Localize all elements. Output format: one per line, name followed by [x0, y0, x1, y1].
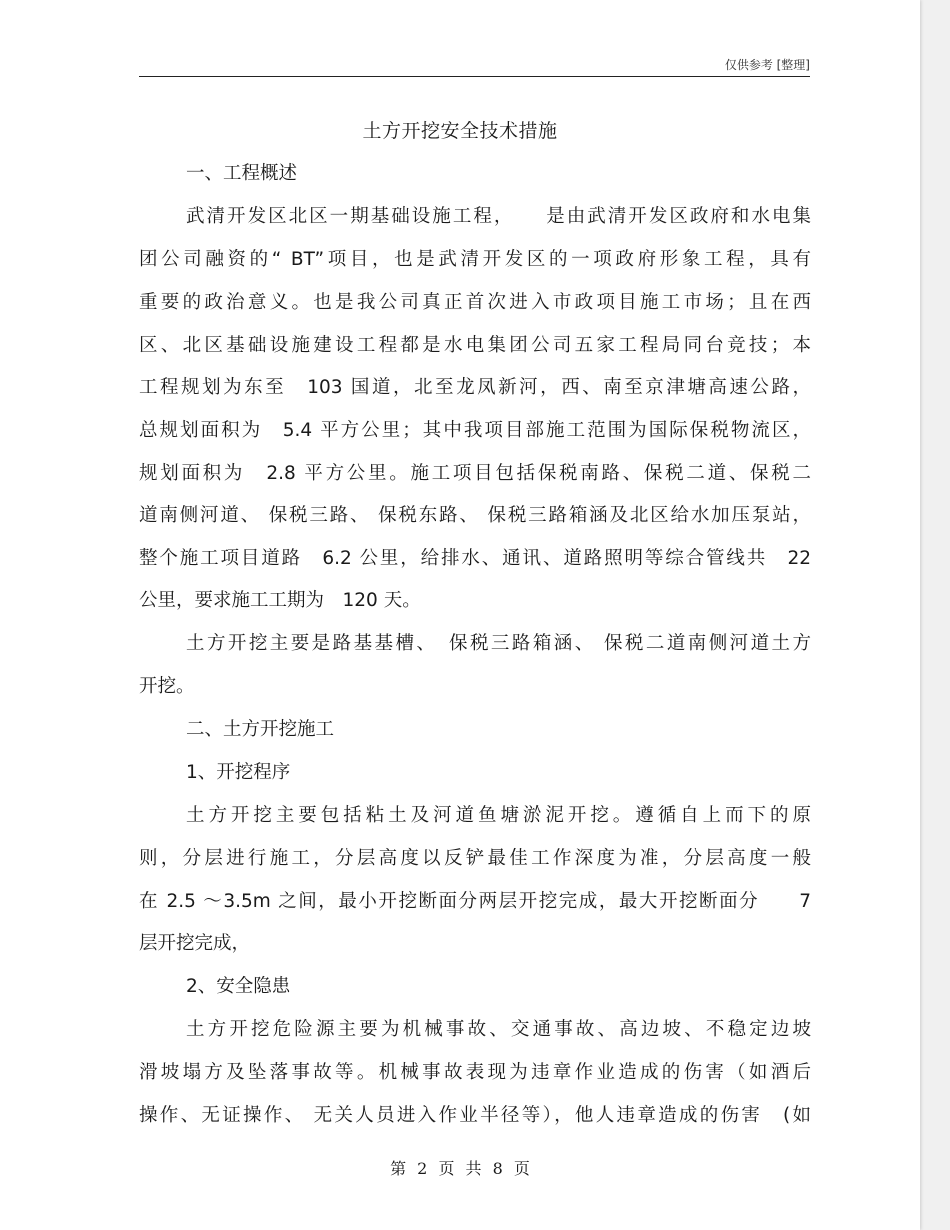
paragraph-line: 层开挖完成，: [139, 933, 251, 954]
section-heading-excavation: 二、土方开挖施工: [186, 719, 335, 740]
subsection-heading-procedure: 1、开挖程序: [186, 762, 291, 783]
paragraph-line: 土方开挖主要包括粘土及河道鱼塘淤泥开挖。遵循自上而下的原: [186, 805, 811, 826]
paragraph-line: 团公司融资的“ BT”项目，也是武清开发区的一项政府形象工程，具有: [139, 249, 811, 270]
document-title: 土方开挖安全技术措施: [362, 120, 558, 142]
subsection-heading-hazards: 2、安全隐患: [186, 976, 291, 997]
paragraph-line: 开挖。: [139, 676, 195, 697]
paragraph-line: 滑坡塌方及坠落事故等。机械事故表现为违章作业造成的伤害（如酒后: [139, 1062, 811, 1083]
paragraph-line: 则，分层进行施工，分层高度以反铲最佳工作深度为准，分层高度一般: [139, 848, 811, 869]
page-footer: 第 2 页 共 8 页: [390, 1159, 530, 1178]
paragraph-line: 重要的政治意义。也是我公司真正首次进入市政项目施工市场；且在西: [139, 292, 811, 313]
header-note: 仅供参考 [整理]: [724, 58, 810, 72]
paragraph-line: 土方开挖主要是路基基槽、 保税三路箱涵、 保税二道南侧河道土方: [186, 633, 811, 654]
paragraph-line: 总规划面积为 5.4 平方公里；其中我项目部施工范围为国际保税物流区，: [139, 420, 811, 441]
paragraph-line: 区、北区基础设施建设工程都是水电集团公司五家工程局同台竞技；本: [139, 335, 811, 356]
header-rule: [139, 76, 810, 77]
paragraph-line: 整个施工项目道路 6.2 公里，给排水、通讯、道路照明等综合管线共 22: [139, 548, 811, 569]
paragraph-line: 操作、无证操作、 无关人员进入作业半径等），他人违章造成的伤害 (如: [139, 1105, 811, 1126]
paragraph-line: 武清开发区北区一期基础设施工程， 是由武清开发区政府和水电集: [186, 206, 811, 227]
paragraph-line: 在 2.5 ～3.5m 之间，最小开挖断面分两层开挖完成，最大开挖断面分 7: [139, 891, 811, 912]
paragraph-line: 土方开挖危险源主要为机械事故、交通事故、高边坡、不稳定边坡: [186, 1019, 811, 1040]
paragraph-line: 工程规划为东至 103 国道，北至龙凤新河，西、南至京津塘高速公路，: [139, 377, 811, 398]
paragraph-line: 道南侧河道、 保税三路、 保税东路、 保税三路箱涵及北区给水加压泵站，: [139, 505, 811, 526]
paragraph-line: 规划面积为 2.8 平方公里。施工项目包括保税南路、保税二道、保税二: [139, 463, 811, 484]
section-heading-overview: 一、工程概述: [186, 163, 298, 184]
paragraph-line: 公里，要求施工工期为 120 天。: [139, 590, 421, 611]
